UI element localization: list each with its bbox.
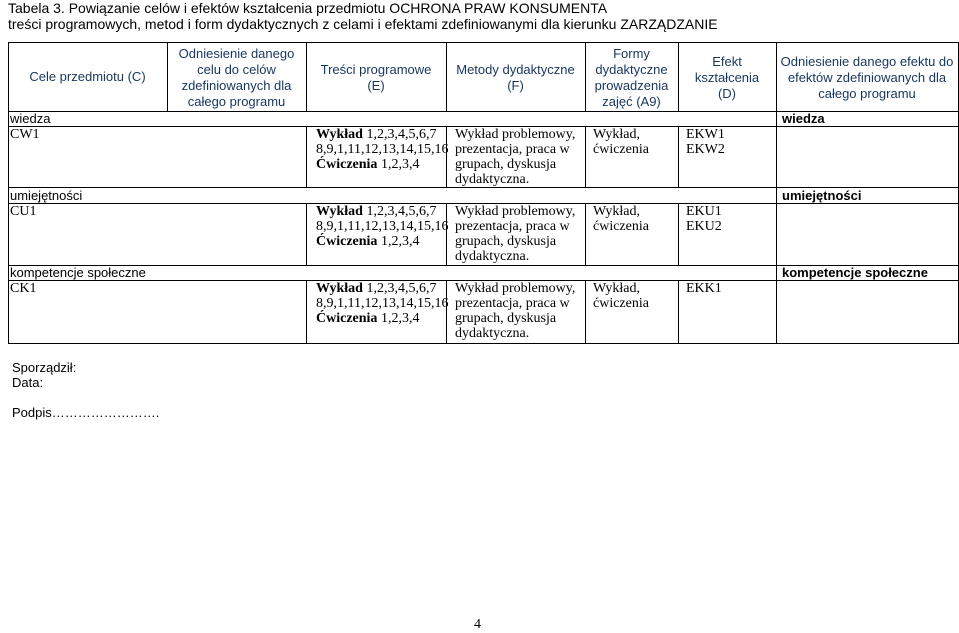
table-caption [8,0,718,32]
metody-kompetencje: Wykład problemowy, prezentacja, praca w grupach, dyskusja dydaktyczna. [455,281,576,341]
section-label-kompetencje: kompetencje społeczne [10,265,146,280]
data-label: Data: [12,375,44,390]
tresci-wiedza: Wykład 1,2,3,4,5,6,7 8,9,1,11,12,13,14,15,16 Ćwiczenia 1,2,3,4 [316,127,449,172]
tresci-umiejetnosci: Wykład 1,2,3,4,5,6,7 8,9,1,11,12,13,14,15,16 Ćwiczenia 1,2,3,4 [316,204,449,249]
cel-cu1: CU1 [10,204,37,219]
header-formy: Formy dydaktyczne prowadzenia zajęć (A9) [594,46,669,109]
formy-wiedza: Wykład, ćwiczenia [593,127,649,157]
section-right-label-wiedza: wiedza [782,111,825,126]
caption-line-2: treści programowych, metod i form dydaktycznych z celami i efektami zdefiniowanymi dla kierunku ZARZĄDZANIE [8,16,718,32]
header-tresci: Treści programowe (E) [320,62,432,93]
header-odniesienie-efektu: Odniesienie danego efektu do efektów zdefiniowanych dla całego programu [780,54,954,101]
formy-umiejetnosci: Wykład, ćwiczenia [593,204,649,234]
section-right-label-umiejetnosci: umiejętności [782,188,862,203]
formy-kompetencje: Wykład, ćwiczenia [593,281,649,311]
cel-cw1: CW1 [10,127,40,142]
section-right-label-kompetencje: kompetencje społeczne [782,265,928,280]
caption-line-1: Tabela 3. Powiązanie celów i efektów kształcenia przedmiotu OCHRONA PRAW KONSUMENTA [8,0,608,16]
page-number: 4 [474,617,481,632]
efekty-wiedza: EKW1 EKW2 [686,127,725,157]
sporzadzil-label: Sporządził: [12,360,77,375]
metody-umiejetnosci: Wykład problemowy, prezentacja, praca w grupach, dyskusja dydaktyczna. [455,204,576,264]
efekty-kompetencje: EKK1 [686,281,722,296]
podpis-label: Podpis……………………. [12,405,160,420]
efekty-umiejetnosci: EKU1 EKU2 [686,204,722,234]
metody-wiedza: Wykład problemowy, prezentacja, praca w grupach, dyskusja dydaktyczna. [455,127,576,187]
cel-ck1: CK1 [10,281,37,296]
tresci-kompetencje: Wykład 1,2,3,4,5,6,7 8,9,1,11,12,13,14,15,16 Ćwiczenia 1,2,3,4 [316,281,449,326]
header-odniesienie-celu: Odniesienie danego celu do celów zdefiniowanych dla całego programu [178,46,295,109]
section-label-wiedza: wiedza [10,111,51,126]
header-cele: Cele przedmiotu (C) [29,69,146,84]
section-label-umiejetnosci: umiejętności [10,188,83,203]
header-efekt: Efekt kształcenia (D) [694,54,760,101]
header-metody: Metody dydaktyczne (F) [456,62,575,93]
